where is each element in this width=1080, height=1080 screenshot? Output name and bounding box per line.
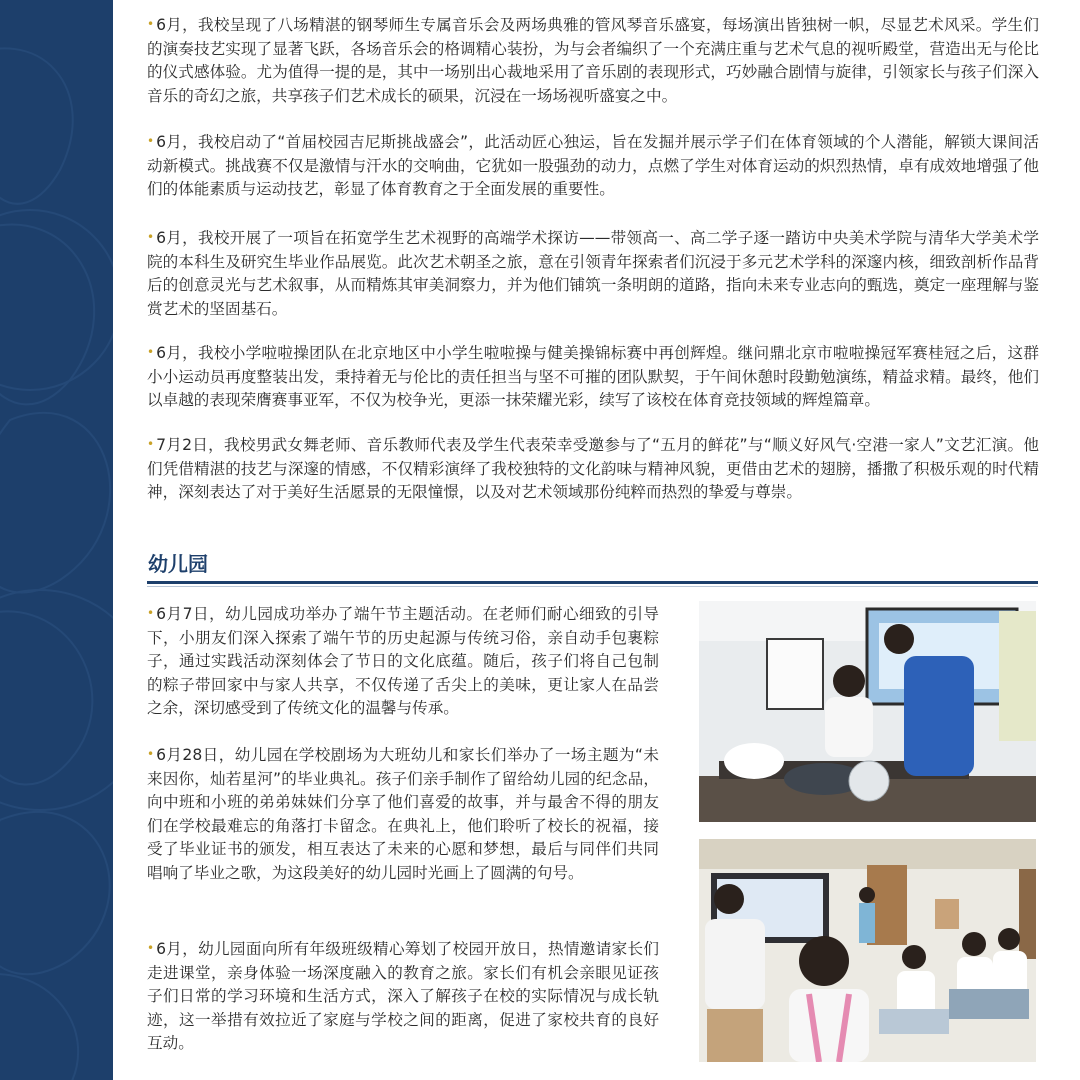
news-paragraph-guinness-challenge	[147, 130, 1039, 202]
paragraph-text: 6月，我校开展了一项旨在拓宽学生艺术视野的高端学术探访——带领高一、高二学子逐一踏访中央美术学院与清华大学美术学院的本科生及研究生毕业作品展览。此次艺术朝圣之旅，意在引领青年探索者们沉浸于多元艺术学科的深邃内核，细致剖析作品背后的创意灵光与艺术叙事，从而精炼其审美洞察力，并为他们铺筑一条明朗的道路，指向未来专业志向的甄选，奠定一座理解与鉴赏艺术的坚固基石。	[147, 229, 1039, 318]
paragraph-text: 6月，我校呈现了八场精湛的钢琴师生专属音乐会及两场典雅的管风琴音乐盛宴，每场演出皆独树一帜，尽显艺术风采。学生们的演奏技艺实现了显著飞跃，各场音乐会的格调精心装扮，为与会者编织了一个充满庄重与艺术气息的视听殿堂，营造出无与伦比的仪式感体验。尤为值得一提的是，其中一场别出心裁地采用了音乐剧的表现形式，巧妙融合剧情与旋律，引领家长与孩子们深入音乐的奇幻之旅，共享孩子们艺术成长的硕果，沉浸在一场场视听盛宴之中。	[147, 16, 1039, 105]
bullet-icon: •	[147, 606, 155, 620]
bullet-icon: •	[147, 17, 155, 31]
section-heading-kindergarten: 幼儿园	[148, 552, 208, 576]
news-paragraph-cheerleading	[147, 341, 1039, 413]
bullet-icon: •	[147, 134, 155, 148]
heading-divider-thin	[147, 586, 1038, 587]
paragraph-text: 6月，幼儿园面向所有年级班级精心筹划了校园开放日，热情邀请家长们走进课堂，亲身体验一场深度融入的教育之旅。家长们有机会亲眼见证孩子们日常的学习环境和生活方式，深入了解孩子在校的实际情况与成长轨迹，这一举措有效拉近了家庭与学校之间的距离，促进了家校共育的良好互动。	[147, 940, 659, 1052]
paragraph-text: 7月2日，我校男武女舞老师、音乐教师代表及学生代表荣幸受邀参与了“五月的鲜花”与“顺义好风气·空港一家人”文艺汇演。他们凭借精湛的技艺与深邃的情感，不仅精彩演绎了我校独特的文化韵味与精神风貌，更借由艺术的翅膀，播撒了积极乐观的时代精神，深刻表达了对于美好生活愿景的无限憧憬，以及对艺术领域那份纯粹而热烈的挚爱与尊崇。	[147, 436, 1039, 501]
bullet-icon: •	[147, 747, 155, 761]
kindergarten-paragraph-graduation	[147, 743, 659, 885]
bullet-icon: •	[147, 437, 155, 451]
paragraph-text: 6月28日，幼儿园在学校剧场为大班幼儿和家长们举办了一场主题为“未来因你，灿若星河”的毕业典礼。孩子们亲手制作了留给幼儿园的纪念品，向中班和小班的弟弟妹妹们分享了他们喜爱的故事，并与最舍不得的朋友们在学校最难忘的角落打卡留念。在典礼上，他们聆听了校长的祝福，接受了毕业证书的颁发，相互表达了未来的心愿和梦想，最后与同伴们共同唱响了毕业之歌，为这段美好的幼儿园时光画上了圆满的句号。	[147, 746, 659, 882]
bullet-icon: •	[147, 345, 155, 359]
paragraph-text: 6月，我校启动了“首届校园吉尼斯挑战盛会”，此活动匠心独运，旨在发掘并展示学子们在体育领域的个人潜能，解锁大课间活动新模式。挑战赛不仅是激情与汗水的交响曲，它犹如一股强劲的动力，点燃了学生对体育运动的炽烈热情，卓有成效地增强了他们的体能素质与运动技艺，彰显了体育教育之于全面发展的重要性。	[147, 133, 1039, 198]
heading-divider	[147, 581, 1038, 584]
decorative-side-band	[0, 0, 113, 1080]
bullet-icon: •	[147, 941, 155, 955]
paragraph-text: 6月，我校小学啦啦操团队在北京地区中小学生啦啦操与健美操锦标赛中再创辉煌。继问鼎北京市啦啦操冠军赛桂冠之后，这群小小运动员再度整装出发，秉持着无与伦比的责任担当与坚不可摧的团队默契，于午间休憩时段勤勉演练，精益求精。最终，他们以卓越的表现荣膺赛事亚军，不仅为校争光，更添一抹荣耀光彩，续写了该校在体育竞技领域的辉煌篇章。	[147, 344, 1039, 409]
floral-pattern	[0, 0, 113, 1080]
kindergarten-paragraph-dragon-boat	[147, 602, 659, 721]
kindergarten-paragraph-open-day	[147, 937, 659, 1056]
paragraph-text: 6月7日，幼儿园成功举办了端午节主题活动。在老师们耐心细致的引导下，小朋友们深入探索了端午节的历史起源与传统习俗，亲自动手包裹粽子，通过实践活动深刻体会了节日的文化底蕴。随后，孩子们将自己包制的粽子带回家中与家人共享，不仅传递了舌尖上的美味，更让家人在品尝之余，深切感受到了传统文化的温馨与传承。	[147, 605, 659, 717]
news-paragraph-art-academy-visit	[147, 226, 1039, 321]
bullet-icon: •	[147, 230, 155, 244]
photo-classroom-open-day	[699, 839, 1036, 1062]
news-paragraph-piano-concerts	[147, 13, 1039, 108]
news-paragraph-performance	[147, 433, 1039, 505]
photo-vet-demonstration	[699, 601, 1036, 822]
